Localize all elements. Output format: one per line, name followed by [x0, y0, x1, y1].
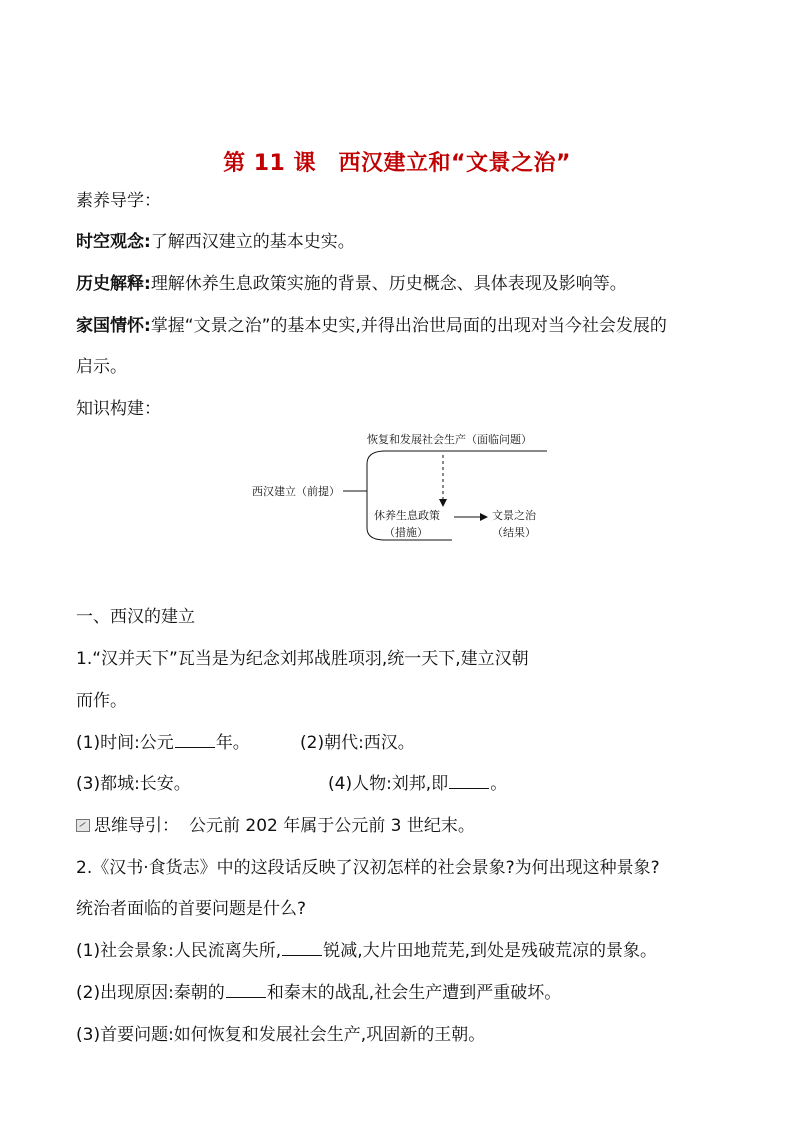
- objective-head: 历史解释:: [76, 274, 151, 294]
- q1-stem-line1: 1.“汉并天下”瓦当是为纪念刘邦战胜项羽,统一天下,建立汉朝: [76, 649, 529, 669]
- objective-text: 掌握“文景之治”的基本史实,并得出治世局面的出现对当今社会发展的: [150, 316, 667, 336]
- diagram-top-node: 恢复和发展社会生产（面临问题）: [367, 433, 532, 446]
- q2-item-scene-rest: 锐减,大片田地荒芜,到处是残破荒凉的景象。: [323, 941, 658, 961]
- diagram-left-node: 西汉建立（前提）: [252, 485, 340, 498]
- q2-item-scene: [76, 940, 657, 962]
- objective-text: 了解西汉建立的基本史实。: [150, 232, 355, 252]
- hint-label: 思维导引：: [94, 816, 179, 836]
- q2-stem-line1: 2.《汉书·食货志》中的这段话反映了汉初怎样的社会景象?为何出现这种景象?: [76, 858, 660, 878]
- diagram-policy-sub: （措施）: [384, 526, 428, 539]
- objective-spacetime: [76, 231, 355, 253]
- q1-item-capital: (3)都城:长安。: [76, 774, 191, 794]
- q1-item-time-suffix: 年。: [215, 733, 250, 753]
- q1-item-person-label: (4)人物:刘邦,即: [328, 774, 449, 794]
- knowledge-diagram: [240, 428, 560, 548]
- q1-item-time: [76, 732, 250, 754]
- section-heading: 一、西汉的建立: [76, 607, 195, 627]
- objective-head: 家国情怀:: [76, 316, 151, 336]
- q1-stem-line2: 而作。: [76, 691, 127, 711]
- q2-item-cause-rest: 和秦末的战乱,社会生产遭到严重破坏。: [266, 983, 562, 1003]
- diagram-bracket: [367, 451, 385, 540]
- knowledge-label: 知识构建：: [76, 399, 161, 419]
- objective-patriotism: [76, 315, 667, 337]
- q2-item-problem: (3)首要问题:如何恢复和发展社会生产,巩固新的王朝。: [76, 1025, 486, 1045]
- q2-item-scene-label: (1)社会景象:人民流离失所,: [76, 941, 282, 961]
- objective-interpretation: [76, 273, 627, 295]
- q1-item-person: [328, 773, 507, 795]
- diagram-result-node: 文景之治: [492, 509, 536, 522]
- q1-item-time-label: (1)时间:公元: [76, 733, 174, 753]
- hint-text: 公元前 202 年属于公元前 3 世纪末。: [189, 816, 475, 836]
- q1-item-dynasty: (2)朝代:西汉。: [300, 733, 415, 753]
- lesson-title: 第 11 课 西汉建立和“文景之治”: [223, 151, 571, 176]
- q1-item-person-suffix: 。: [490, 774, 508, 794]
- objective-head: 时空观念:: [76, 232, 151, 252]
- intro-label: 素养导学：: [76, 191, 161, 211]
- objective-continuation: 启示。: [76, 357, 127, 377]
- diagram-result-sub: （结果）: [492, 526, 536, 539]
- answer-blank[interactable]: [282, 941, 322, 956]
- answer-blank[interactable]: [449, 774, 489, 789]
- hint-icon: [76, 819, 90, 832]
- answer-blank[interactable]: [226, 983, 266, 998]
- q2-stem-line2: 统治者面临的首要问题是什么?: [76, 899, 307, 919]
- answer-blank[interactable]: [175, 733, 215, 748]
- thinking-hint: [76, 815, 475, 837]
- q2-item-cause: [76, 982, 561, 1004]
- q2-item-cause-label: (2)出现原因:秦朝的: [76, 983, 225, 1003]
- diagram-policy-node: 休养生息政策: [374, 509, 440, 522]
- objective-text: 理解休养生息政策实施的背景、历史概念、具体表现及影响等。: [150, 274, 627, 294]
